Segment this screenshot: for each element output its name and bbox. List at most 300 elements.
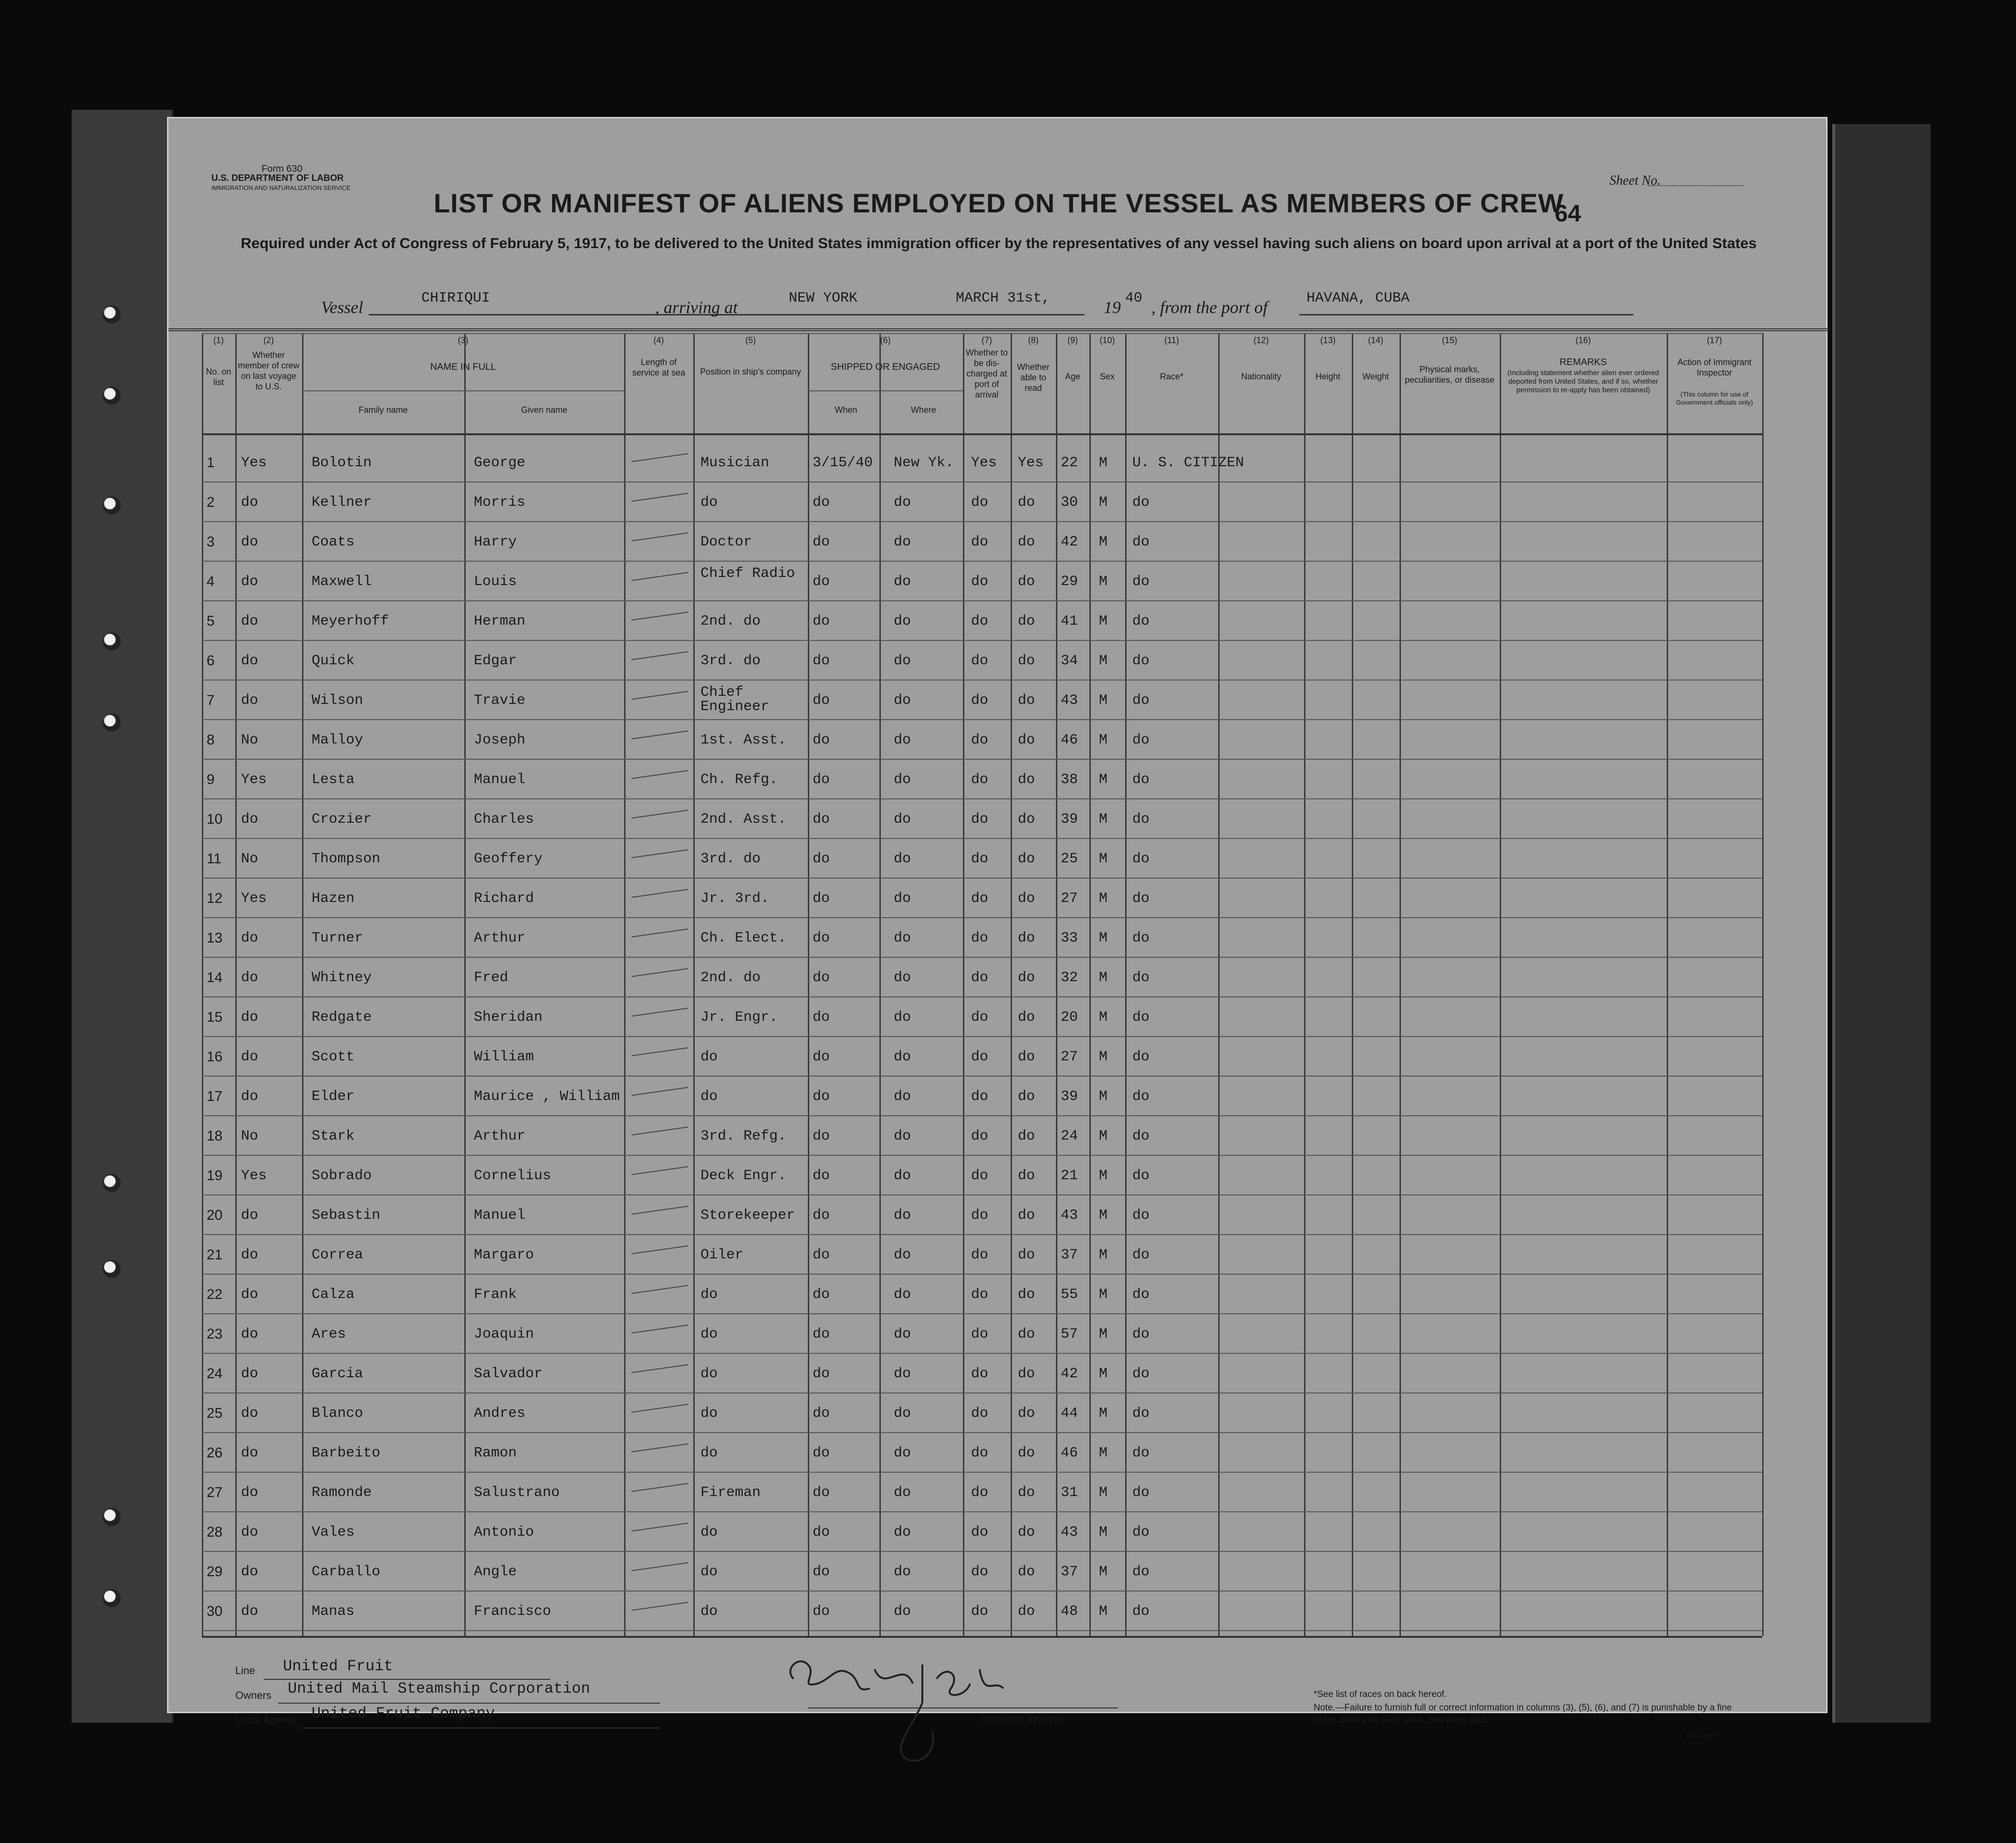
race-cell: do xyxy=(1132,1247,1150,1263)
discharged-cell: do xyxy=(971,1326,989,1342)
shipped-where-cell: do xyxy=(894,1287,911,1303)
race-cell: do xyxy=(1132,574,1150,590)
shipped-when-cell: do xyxy=(813,811,830,827)
family-name-cell: Redgate xyxy=(312,1009,372,1026)
table-row xyxy=(202,681,1762,719)
row-number-cell: 4 xyxy=(207,574,215,589)
race-cell: do xyxy=(1132,930,1150,946)
service-tick-mark xyxy=(631,572,688,581)
race-cell: do xyxy=(1132,1485,1150,1501)
last-voyage-cell: do xyxy=(241,494,259,511)
race-cell: U. S. CITIZEN xyxy=(1132,455,1244,471)
race-cell: do xyxy=(1132,1049,1150,1065)
row-number-cell: 29 xyxy=(207,1564,223,1580)
header-sex: Sex xyxy=(1099,372,1115,381)
last-voyage-cell: do xyxy=(241,1603,259,1620)
table-row xyxy=(202,1037,1762,1075)
family-name-cell: Blanco xyxy=(312,1405,364,1422)
discharged-cell: do xyxy=(971,1405,989,1422)
row-number-cell: 24 xyxy=(207,1366,223,1382)
shipped-where-cell: do xyxy=(894,970,911,986)
shipped-when-cell: 3/15/40 xyxy=(813,455,873,471)
discharged-cell: do xyxy=(971,1445,989,1461)
age-cell: 55 xyxy=(1061,1287,1078,1303)
discharged-cell: do xyxy=(971,1603,989,1620)
service-tick-mark xyxy=(631,1562,688,1571)
service-tick-mark xyxy=(631,493,688,502)
service-tick-mark xyxy=(631,1087,688,1096)
position-cell: do xyxy=(700,1524,718,1540)
sex-cell: M xyxy=(1099,1564,1108,1580)
row-number-cell: 21 xyxy=(207,1247,223,1263)
service-tick-mark xyxy=(631,1246,688,1255)
last-voyage-cell: do xyxy=(241,1524,259,1540)
sex-cell: M xyxy=(1099,1287,1108,1303)
shipped-when-cell: do xyxy=(813,494,830,511)
row-number-cell: 5 xyxy=(207,613,215,629)
able-to-read-cell: do xyxy=(1018,1287,1035,1303)
service-tick-mark xyxy=(631,1404,688,1413)
able-to-read-cell: do xyxy=(1018,1366,1035,1382)
sex-cell: M xyxy=(1099,851,1108,867)
shipped-where-cell: do xyxy=(894,1524,911,1540)
last-voyage-cell: do xyxy=(241,1485,259,1501)
sex-cell: M xyxy=(1099,732,1108,748)
sheet-number-label: Sheet No. xyxy=(1609,173,1661,188)
sex-cell: M xyxy=(1099,1326,1108,1342)
shipped-when-cell: do xyxy=(813,1603,830,1620)
penalty-note: Note.—Failure to furnish full or correct information in columns (3), (5), (6), and (7) is punishable by a fine of ten dollars for each alien. See other side. xyxy=(1314,1703,1732,1725)
given-name-cell: Morris xyxy=(474,494,526,511)
column-rule xyxy=(1762,333,1764,1636)
sex-cell: M xyxy=(1099,613,1108,629)
table-row xyxy=(202,1275,1762,1313)
sex-cell: M xyxy=(1099,970,1108,986)
able-to-read-cell: do xyxy=(1018,1207,1035,1224)
binder-hole-icon xyxy=(103,1174,121,1192)
column-number: (10) xyxy=(1099,335,1115,345)
position-cell: Ch. Refg. xyxy=(700,772,778,788)
family-name-cell: Barbeito xyxy=(312,1445,381,1461)
age-cell: 24 xyxy=(1061,1128,1078,1144)
shipped-when-cell: do xyxy=(813,1445,830,1461)
last-voyage-cell: do xyxy=(241,1287,259,1303)
age-cell: 57 xyxy=(1061,1326,1078,1342)
column-number: (14) xyxy=(1368,335,1383,345)
department-name: U.S. DEPARTMENT OF LABOR xyxy=(211,173,344,183)
column-number: (16) xyxy=(1575,335,1591,345)
service-tick-mark xyxy=(631,651,688,660)
table-row xyxy=(202,1314,1762,1352)
race-cell: do xyxy=(1132,534,1150,550)
able-to-read-cell: do xyxy=(1018,613,1035,629)
discharged-cell: do xyxy=(971,1168,989,1184)
last-voyage-cell: do xyxy=(241,1564,259,1580)
service-tick-mark xyxy=(631,849,688,859)
last-voyage-cell: Yes xyxy=(241,890,267,907)
shipped-where-cell: do xyxy=(894,1207,911,1224)
family-name-cell: Garcia xyxy=(312,1366,364,1382)
crew-table xyxy=(202,333,1762,1636)
given-name-cell: Richard xyxy=(474,890,534,907)
shipped-where-cell: do xyxy=(894,1049,911,1065)
able-to-read-cell: do xyxy=(1018,1247,1035,1263)
position-cell: Jr. 3rd. xyxy=(700,890,770,907)
family-name-cell: Quick xyxy=(312,653,355,669)
able-to-read-cell: do xyxy=(1018,534,1035,550)
table-row xyxy=(202,522,1762,560)
shipped-where-cell: do xyxy=(894,851,911,867)
page-stamp: 64 xyxy=(1555,200,1581,227)
header-bottom-rule xyxy=(202,433,1762,435)
table-row xyxy=(202,918,1762,956)
table-row xyxy=(202,1552,1762,1590)
age-cell: 30 xyxy=(1061,494,1078,511)
last-voyage-cell: do xyxy=(241,930,259,946)
age-cell: 37 xyxy=(1061,1247,1078,1263)
discharged-cell: do xyxy=(971,1366,989,1382)
discharged-cell: do xyxy=(971,534,989,550)
row-number-cell: 2 xyxy=(207,494,215,510)
able-to-read-cell: do xyxy=(1018,1168,1035,1184)
row-number-cell: 14 xyxy=(207,970,223,985)
discharged-cell: do xyxy=(971,692,989,709)
arrival-port: NEW YORK xyxy=(789,290,858,306)
discharged-cell: do xyxy=(971,1564,989,1580)
family-name-cell: Bolotin xyxy=(312,455,372,471)
last-voyage-cell: No xyxy=(241,732,259,748)
inspector-label: Immigrant Inspector. xyxy=(980,1712,1068,1724)
last-voyage-cell: do xyxy=(241,653,259,669)
given-name-cell: Francisco xyxy=(474,1603,552,1620)
last-voyage-cell: do xyxy=(241,811,259,827)
sex-cell: M xyxy=(1099,1366,1108,1382)
header-inspector-note: (This column for use of Government officials only) xyxy=(1676,390,1753,406)
shipped-when-cell: do xyxy=(813,574,830,590)
service-tick-mark xyxy=(631,1444,688,1453)
row-number-cell: 13 xyxy=(207,930,223,946)
race-cell: do xyxy=(1132,1128,1150,1144)
service-tick-mark xyxy=(631,929,688,938)
service-tick-mark xyxy=(631,1602,688,1611)
able-to-read-cell: do xyxy=(1018,930,1035,946)
sex-cell: M xyxy=(1099,692,1108,709)
page-title: LIST OR MANIFEST OF ALIENS EMPLOYED ON THE VESSEL AS MEMBERS OF CREW xyxy=(433,188,1564,218)
last-voyage-cell: do xyxy=(241,1089,259,1105)
discharged-cell: do xyxy=(971,1089,989,1105)
shipped-where-cell: do xyxy=(894,1366,911,1382)
given-name-cell: Fred xyxy=(474,970,509,986)
row-number-cell: 22 xyxy=(207,1287,223,1302)
family-name-cell: Scott xyxy=(312,1049,355,1065)
from-port-underline xyxy=(1299,314,1633,315)
able-to-read-cell: Yes xyxy=(1018,455,1044,471)
able-to-read-cell: do xyxy=(1018,851,1035,867)
discharged-cell: do xyxy=(971,1009,989,1026)
table-row xyxy=(202,562,1762,600)
last-voyage-cell: do xyxy=(241,1445,259,1461)
header-physical-marks: Physical marks, peculiarities, or disease xyxy=(1404,365,1495,385)
sex-cell: M xyxy=(1099,930,1108,946)
position-cell: Deck Engr. xyxy=(700,1168,787,1184)
discharged-cell: do xyxy=(971,653,989,669)
table-row xyxy=(202,1592,1762,1630)
row-number-cell: 19 xyxy=(207,1168,223,1183)
given-name-cell: Manuel xyxy=(474,1207,526,1224)
table-row xyxy=(202,601,1762,639)
race-cell: do xyxy=(1132,890,1150,907)
position-cell: Storekeeper xyxy=(700,1207,795,1224)
vessel-label: Vessel xyxy=(321,298,363,317)
position-cell: do xyxy=(700,1405,718,1422)
given-name-cell: Louis xyxy=(474,574,517,590)
able-to-read-cell: do xyxy=(1018,1445,1035,1461)
shipped-when-cell: do xyxy=(813,653,830,669)
age-cell: 39 xyxy=(1061,811,1078,827)
line-label: Line xyxy=(235,1665,255,1676)
given-name-cell: Frank xyxy=(474,1287,517,1303)
row-number-cell: 10 xyxy=(207,811,223,827)
position-cell: Musician xyxy=(700,455,770,471)
header-length-of-service: Length of service at sea xyxy=(632,357,686,377)
column-number: (1) xyxy=(213,335,224,345)
age-cell: 25 xyxy=(1061,851,1078,867)
table-row xyxy=(202,839,1762,877)
service-tick-mark xyxy=(631,889,688,898)
header-given-name: Given name xyxy=(521,405,568,415)
sex-cell: M xyxy=(1099,772,1108,788)
race-cell: do xyxy=(1132,692,1150,709)
given-name-cell: Margaro xyxy=(474,1247,534,1263)
row-number-cell: 18 xyxy=(207,1128,223,1144)
race-cell: do xyxy=(1132,772,1150,788)
given-name-cell: Edgar xyxy=(474,653,517,669)
table-row xyxy=(202,482,1762,521)
service-tick-mark xyxy=(631,612,688,621)
binder-hole-icon xyxy=(103,387,121,405)
family-name-cell: Turner xyxy=(312,930,364,946)
row-number-cell: 9 xyxy=(207,772,215,787)
shipped-where-cell: do xyxy=(894,890,911,907)
position-cell: 3rd. do xyxy=(700,653,761,669)
sex-cell: M xyxy=(1099,1089,1108,1105)
age-cell: 33 xyxy=(1061,930,1078,946)
last-voyage-cell: No xyxy=(241,1128,259,1144)
discharged-cell: do xyxy=(971,613,989,629)
age-cell: 43 xyxy=(1061,692,1078,709)
family-name-cell: Whitney xyxy=(312,970,372,986)
able-to-read-cell: do xyxy=(1018,811,1035,827)
discharged-cell: do xyxy=(971,851,989,867)
race-cell: do xyxy=(1132,494,1150,511)
position-cell: Chief Engineer xyxy=(700,684,770,715)
column-number: (5) xyxy=(745,335,756,345)
service-tick-mark xyxy=(631,1364,688,1373)
shipped-when-cell: do xyxy=(813,613,830,629)
able-to-read-cell: do xyxy=(1018,574,1035,590)
sex-cell: M xyxy=(1099,1405,1108,1422)
sex-cell: M xyxy=(1099,494,1108,511)
given-name-cell: Arthur xyxy=(474,1128,526,1144)
table-row xyxy=(202,958,1762,996)
table-row xyxy=(202,997,1762,1036)
row-number-cell: 27 xyxy=(207,1485,223,1500)
service-tick-mark xyxy=(631,770,688,779)
last-voyage-cell: do xyxy=(241,534,259,550)
age-cell: 37 xyxy=(1061,1564,1078,1580)
shipped-where-cell: do xyxy=(894,494,911,511)
last-voyage-cell: do xyxy=(241,1405,259,1422)
able-to-read-cell: do xyxy=(1018,653,1035,669)
inspector-underline xyxy=(808,1707,1118,1708)
header-shipped-when: When xyxy=(835,405,857,415)
header-race: Race* xyxy=(1159,372,1184,381)
manifest-page xyxy=(167,117,1828,1739)
row-number-cell: 7 xyxy=(207,692,215,708)
family-name-cell: Maxwell xyxy=(312,574,372,590)
row-number-cell: 8 xyxy=(207,732,215,748)
sex-cell: M xyxy=(1099,653,1108,669)
position-cell: do xyxy=(700,1089,718,1105)
last-voyage-cell: do xyxy=(241,970,259,986)
table-row xyxy=(202,1473,1762,1511)
shipped-where-cell: do xyxy=(894,772,911,788)
given-name-cell: Ramon xyxy=(474,1445,517,1461)
year-suffix: 40 xyxy=(1125,290,1143,306)
family-name-cell: Elder xyxy=(312,1089,355,1105)
shipped-where-cell: do xyxy=(894,1009,911,1026)
sex-cell: M xyxy=(1099,455,1108,471)
binder-hole-icon xyxy=(103,305,121,324)
table-row xyxy=(202,879,1762,917)
table-row xyxy=(202,799,1762,838)
family-name-cell: Ramonde xyxy=(312,1485,372,1501)
given-name-cell: Salustrano xyxy=(474,1485,560,1501)
service-tick-mark xyxy=(631,968,688,977)
position-cell: do xyxy=(700,1366,718,1382)
last-voyage-cell: do xyxy=(241,1366,259,1382)
service-tick-mark xyxy=(631,1285,688,1294)
family-name-cell: Hazen xyxy=(312,890,355,907)
shipped-when-cell: do xyxy=(813,1009,830,1026)
race-cell: do xyxy=(1132,1287,1150,1303)
shipped-when-cell: do xyxy=(813,1247,830,1263)
shipped-where-cell: do xyxy=(894,1485,911,1501)
shipped-subheader-rule xyxy=(808,390,963,391)
sex-cell: M xyxy=(1099,1128,1108,1144)
last-voyage-cell: do xyxy=(241,1207,259,1224)
last-voyage-cell: Yes xyxy=(241,1168,267,1184)
given-name-cell: Angle xyxy=(474,1564,517,1580)
race-cell: do xyxy=(1132,1564,1150,1580)
position-cell: Fireman xyxy=(700,1485,761,1501)
given-name-cell: Geoffery xyxy=(474,851,543,867)
age-cell: 46 xyxy=(1061,732,1078,748)
departure-port: HAVANA, CUBA xyxy=(1306,290,1410,306)
family-name-cell: Sobrado xyxy=(312,1168,372,1184)
given-name-cell: Sheridan xyxy=(474,1009,543,1026)
able-to-read-cell: do xyxy=(1018,1326,1035,1342)
table-bottom-rule xyxy=(202,1636,1762,1638)
row-rule xyxy=(202,1630,1762,1631)
row-number-cell: 30 xyxy=(207,1603,223,1619)
shipped-when-cell: do xyxy=(813,970,830,986)
given-name-cell: Cornelius xyxy=(474,1168,552,1184)
age-cell: 27 xyxy=(1061,890,1078,907)
given-name-cell: Antonio xyxy=(474,1524,534,1540)
table-row xyxy=(202,1116,1762,1154)
last-voyage-cell: do xyxy=(241,1009,259,1026)
shipped-where-cell: do xyxy=(894,930,911,946)
service-tick-mark xyxy=(631,1047,688,1057)
shipped-when-cell: do xyxy=(813,1366,830,1382)
race-cell: do xyxy=(1132,1366,1150,1382)
race-cell: do xyxy=(1132,732,1150,748)
family-name-cell: Malloy xyxy=(312,732,364,748)
column-number: (2) xyxy=(263,335,274,345)
race-cell: do xyxy=(1132,1524,1150,1540)
age-cell: 38 xyxy=(1061,772,1078,788)
age-cell: 43 xyxy=(1061,1524,1078,1540)
family-name-cell: Manas xyxy=(312,1603,355,1620)
able-to-read-cell: do xyxy=(1018,970,1035,986)
column-number: (9) xyxy=(1067,335,1078,345)
shipped-when-cell: do xyxy=(813,1168,830,1184)
position-cell: do xyxy=(700,1287,718,1303)
last-voyage-cell: Yes xyxy=(241,772,267,788)
age-cell: 27 xyxy=(1061,1049,1078,1065)
table-row xyxy=(202,641,1762,679)
able-to-read-cell: do xyxy=(1018,1009,1035,1026)
row-number-cell: 12 xyxy=(207,890,223,906)
service-tick-mark xyxy=(631,1325,688,1334)
race-cell: do xyxy=(1132,653,1150,669)
header-shipped-where: Where xyxy=(910,405,936,415)
owners-underline xyxy=(278,1703,660,1704)
table-top-rule xyxy=(202,333,1762,334)
line-value: United Fruit xyxy=(283,1657,393,1675)
race-cell: do xyxy=(1132,613,1150,629)
sex-cell: M xyxy=(1099,1049,1108,1065)
header-able-to-read: Whether able to read xyxy=(1017,362,1050,393)
family-name-cell: Thompson xyxy=(312,851,381,867)
shipped-when-cell: do xyxy=(813,1089,830,1105)
name-subheader-rule xyxy=(302,390,624,391)
row-number-cell: 16 xyxy=(207,1049,223,1065)
age-cell: 42 xyxy=(1061,1366,1078,1382)
table-row xyxy=(202,1077,1762,1115)
sex-cell: M xyxy=(1099,1524,1108,1540)
form-number: Form 630 xyxy=(261,164,303,174)
discharged-cell: do xyxy=(971,1287,989,1303)
position-cell: do xyxy=(700,1445,718,1461)
page-subtitle: Required under Act of Congress of February 5, 1917, to be delivered to the United States immigration officer by the representatives of any vessel having such aliens on board upon arrival at a port of the United States xyxy=(240,235,1757,251)
age-cell: 42 xyxy=(1061,534,1078,550)
column-number: (17) xyxy=(1706,335,1722,345)
binder-hole-icon xyxy=(103,1589,121,1607)
shipped-where-cell: do xyxy=(894,574,911,590)
binder-hole-icon xyxy=(103,632,121,650)
race-cell: do xyxy=(1132,1326,1150,1342)
shipped-when-cell: do xyxy=(813,1287,830,1303)
discharged-cell: do xyxy=(971,732,989,748)
shipped-where-cell: do xyxy=(894,1089,911,1105)
row-number-cell: 17 xyxy=(207,1089,223,1104)
able-to-read-cell: do xyxy=(1018,1128,1035,1144)
position-cell: do xyxy=(700,1326,718,1342)
race-cell: do xyxy=(1132,1009,1150,1026)
header-family-name: Family name xyxy=(358,405,408,415)
